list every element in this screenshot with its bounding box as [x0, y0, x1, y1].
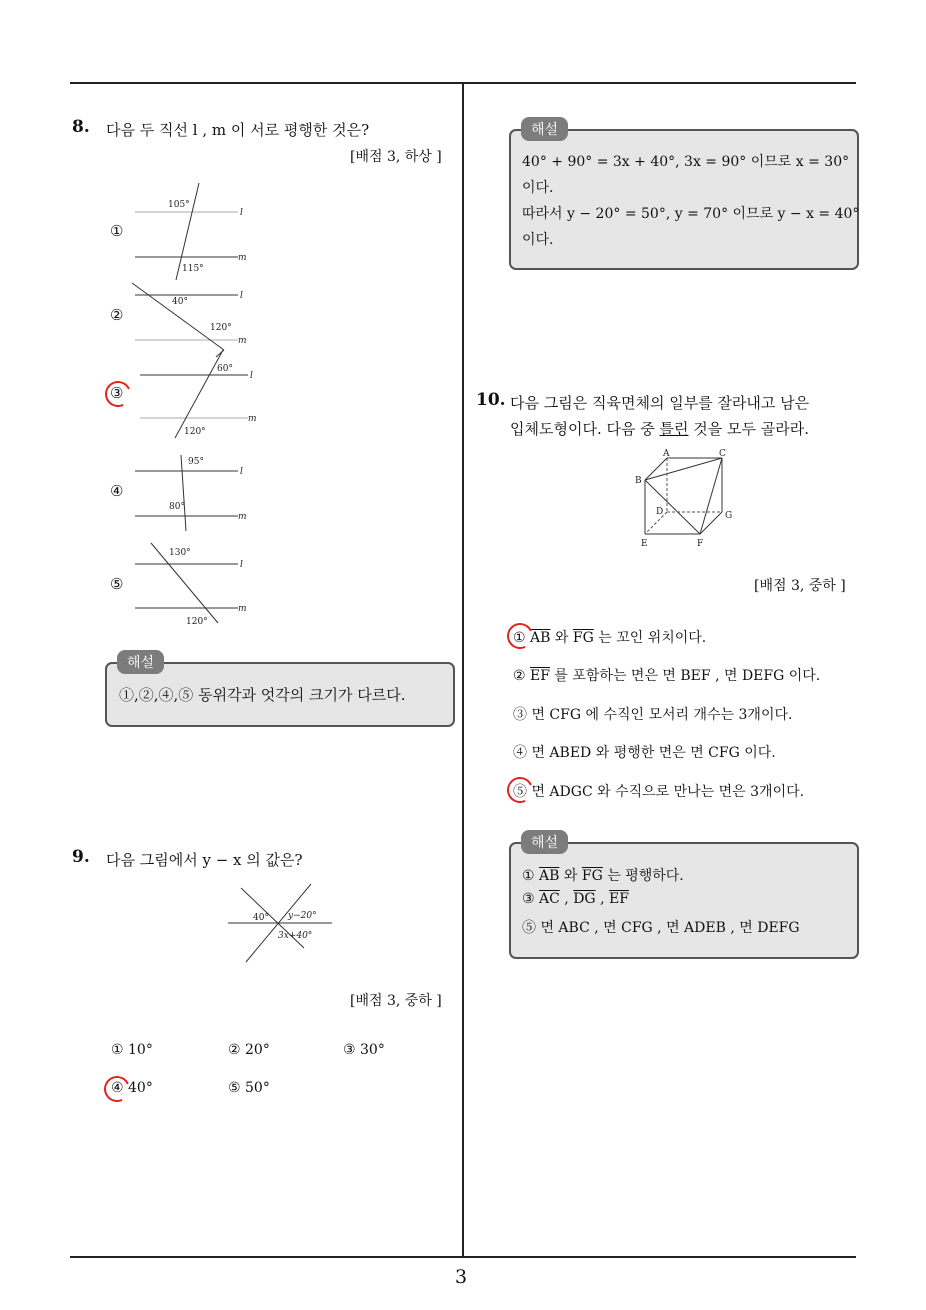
q10-question-line-2 [510, 418, 809, 439]
fig3-angle-a: 60° [217, 364, 233, 374]
segment-fg: $\overline{FG}$ [572, 630, 594, 646]
bottom-rule [70, 1256, 856, 1258]
q9-solution-tag: 해설 [521, 117, 568, 141]
sol-segment-ac: $\overline{AC}$ [539, 891, 560, 907]
q10-choice-5-rest: 면 ADGC 와 수직으로 만나는 면은 3개이다. [527, 784, 805, 800]
q10-solution-tag: 해설 [521, 830, 568, 854]
vertex-c: C [719, 449, 726, 459]
q8-number: 8. [72, 117, 90, 137]
page-number: 3 [455, 1266, 468, 1288]
fig4-angle-b: 80° [169, 502, 185, 512]
fig1-angle-b: 115° [182, 264, 204, 274]
q9-angle-y: y−20° [288, 911, 317, 921]
q10-choice-1[interactable] [513, 627, 706, 647]
q10-score: [배점 3, 중하 ] [754, 578, 846, 594]
q9-number: 9. [72, 847, 90, 867]
q10-choice-4[interactable] [513, 742, 776, 762]
q9-choice-4[interactable]: ④ 40° [111, 1080, 153, 1096]
q10-question-line-1: 다음 그림은 직육면체의 일부를 잘라내고 남은 [510, 394, 810, 412]
q8-solution-text: ①,②,④,⑤ 동위각과 엇각의 크기가 다르다. [119, 686, 406, 704]
q10-question-part-a: 입체도형이다. 다음 중 [510, 420, 660, 438]
fig5-angle-a: 130° [169, 548, 191, 558]
q9-choice-3[interactable]: ③ 30° [343, 1042, 385, 1058]
fig2-line-l: l [240, 291, 243, 301]
fig3-line-l: l [250, 371, 253, 381]
q9-solution-line-1: 40° + 90° = 3x + 40°, 3x = 90° 이므로 x = 30° [522, 154, 850, 170]
q10-solution-line-3: ⑤ 면 ABC , 면 CFG , 면 ADEB , 면 DEFG [522, 920, 800, 936]
vertex-b: B [635, 476, 642, 486]
q8-option-5[interactable]: ⑤ [110, 575, 124, 593]
q8-option-1[interactable]: ① [110, 222, 124, 240]
q10-solution-line-1 [522, 865, 684, 885]
q10-sol1-mid: 와 [559, 868, 582, 884]
q10-choice-2-rest: 를 포함하는 면은 면 BEF , 면 DEFG 이다. [549, 668, 821, 684]
q10-solution-line-2 [522, 891, 629, 907]
q10-choice-1-rest: 는 꼬인 위치이다. [593, 630, 707, 646]
fig2-line-m: m [238, 336, 247, 346]
segment-ef: $\overline{EF}$ [530, 668, 550, 684]
column-divider [462, 82, 464, 1257]
sol-segment-fg: $\overline{FG}$ [581, 868, 603, 884]
q9-choice-5[interactable]: ⑤ 50° [228, 1080, 270, 1096]
q9-score: [배점 3, 중하 ] [350, 993, 442, 1009]
q10-figure [630, 448, 740, 553]
q10-question-part-c: 것을 모두 골라라. [688, 420, 809, 438]
q9-solution-line-4: 이다. [522, 232, 554, 248]
q8-figures [120, 175, 270, 635]
q10-choice-3-num: ③ [513, 707, 527, 723]
q9-figure [226, 880, 336, 966]
segment-ab: $\overline{AB}$ [530, 630, 551, 646]
q10-sol2-sep-2: , [595, 891, 609, 907]
vertex-a: A [663, 449, 670, 459]
q10-choice-3-rest: 면 CFG 에 수직인 모서리 개수는 3개이다. [527, 707, 793, 723]
q10-choice-2[interactable] [513, 665, 820, 685]
q10-choice-5[interactable] [513, 781, 804, 801]
q8-option-4[interactable]: ④ [110, 482, 124, 500]
q10-choice-4-num: ④ [513, 745, 527, 761]
q10-choice-3[interactable] [513, 704, 792, 724]
q10-choice-2-num: ② [513, 668, 526, 684]
fig3-line-m: m [248, 414, 257, 424]
q9-angle-40: 40° [253, 913, 269, 923]
fig1-line-l: l [240, 208, 243, 218]
q10-sol1-num: ① [522, 868, 535, 884]
fig3-angle-b: 120° [184, 427, 206, 437]
sol-segment-dg: $\overline{DG}$ [573, 891, 596, 907]
answer-mark-q10-5 [503, 773, 536, 806]
q9-question: 다음 그림에서 y − x 의 값은? [106, 851, 303, 869]
q9-choice-1[interactable]: ① 10° [111, 1042, 153, 1058]
q10-choice-1-mid: 와 [550, 630, 573, 646]
vertex-f: F [697, 539, 704, 549]
sol-segment-ab: $\overline{AB}$ [539, 868, 560, 884]
q8-question: 다음 두 직선 l , m 이 서로 평행한 것은? [106, 121, 370, 139]
fig5-angle-b: 120° [186, 617, 208, 627]
vertex-e: E [641, 539, 648, 549]
answer-mark-q10-1 [503, 619, 536, 652]
fig4-angle-a: 95° [188, 457, 204, 467]
answer-mark-q9 [100, 1072, 133, 1105]
q10-number: 10. [476, 390, 506, 410]
q9-solution-line-2: 이다. [522, 180, 554, 196]
q10-choice-4-rest: 면 ABED 와 평행한 면은 면 CFG 이다. [527, 745, 776, 761]
q10-question-emphasis: 틀린 [659, 420, 689, 438]
q10-sol2-sep-1: , [559, 891, 574, 907]
q8-score: [배점 3, 하상 ] [350, 149, 442, 165]
q9-choice-2[interactable]: ② 20° [228, 1042, 270, 1058]
q8-option-2[interactable]: ② [110, 306, 124, 324]
q9-angle-3x: 3x+40° [278, 931, 313, 941]
fig1-angle-a: 105° [168, 200, 190, 210]
fig4-line-l: l [240, 467, 243, 477]
q10-choice-1-num: ① [513, 630, 526, 646]
q10-sol2-num: ③ [522, 891, 535, 907]
q9-solution-line-3: 따라서 y − 20° = 50°, y = 70° 이므로 y − x = 40° [522, 206, 860, 222]
q8-option-3[interactable]: ③ [110, 384, 124, 402]
fig4-line-m: m [238, 512, 247, 522]
fig1-line-m: m [238, 253, 247, 263]
fig2-angle-b: 120° [210, 323, 232, 333]
fig5-line-m: m [238, 604, 247, 614]
q10-choice-5-num: ⑤ [513, 784, 527, 800]
vertex-g: G [725, 511, 733, 521]
q10-sol1-rest: 는 평행하다. [602, 868, 684, 884]
q8-solution-tag: 해설 [117, 650, 164, 674]
vertex-d: D [656, 507, 664, 517]
sol-segment-ef: $\overline{EF}$ [608, 891, 629, 907]
fig5-line-l: l [240, 560, 243, 570]
fig2-angle-a: 40° [172, 297, 188, 307]
